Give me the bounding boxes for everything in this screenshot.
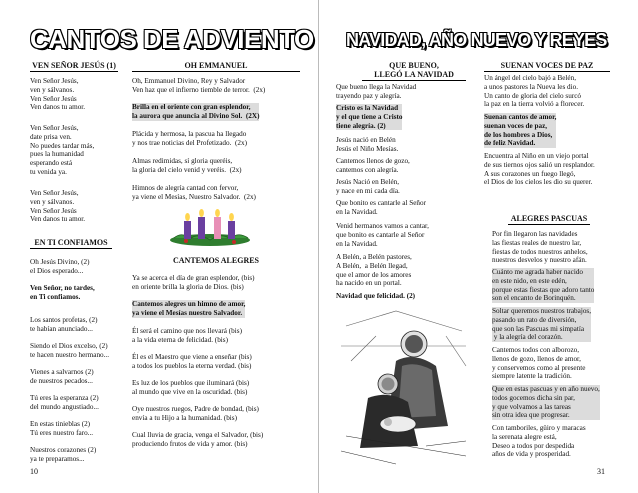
song-verse-highlighted: Que en estas pascuas y en año nuevo, todos gocemos dicha sin par, y que volvamos a las tareas sin otra idea que progresar. — [492, 385, 600, 420]
song-title-en-ti-confiamos: EN TI CONFIAMOS — [30, 238, 112, 249]
song-verse: Nuestros corazones (2) ya te preparamos... — [30, 446, 97, 463]
song-chorus: Ven Señor, no tardes, en Ti confiamos. — [30, 284, 95, 301]
song-title-ven-senor-jesus: VEN SEÑOR JESÚS (1) — [30, 61, 118, 72]
song-verse: En estas tinieblas (2) Tú eres nuestro faro... — [30, 420, 94, 437]
song-verse: Que bonito es cantarle al Señor en la Navidad. — [336, 199, 427, 216]
song-title-oh-emmanuel: OH EMMANUEL — [132, 61, 300, 72]
song-verse: Los santos profetas, (2) te habían anunciado... — [30, 316, 98, 333]
song-chorus: Brilla en el oriente con gran esplendor, la aurora que anuncia al Divino Sol. (2X) — [132, 103, 260, 120]
song-verse: Oye nuestros ruegos, Padre de bondad, (bis) envía a tu Hijo a la humanidad. (bis) — [132, 405, 259, 422]
song-verse: A Belén, a Belén pastores, A Belén, a Belén llegad, que el amor de los amores ha nacido en un portal. — [336, 253, 412, 288]
song-verse: Jesús Nació en Belén, y nace en mi cada día. — [336, 178, 400, 195]
song-verse: Cual lluvia de gracia, venga el Salvador, (bis) produciendo frutos de vida y amor. (bis) — [132, 431, 264, 448]
song-verse: Ven Señor Jesús, ven y sálvanos. Ven Señor Jesús Ven danos tu amor. — [30, 77, 86, 112]
page-number-right: 31 — [597, 467, 605, 476]
song-verse: Es luz de los pueblos que iluminará (bis) al mundo que vive en la oscuridad. (bis) — [132, 379, 250, 396]
song-verse: Jesús nació en Belén Jesús el Niño Mesías. — [336, 136, 399, 153]
right-page-banner: NAVIDAD, AÑO NUEVO Y REYES — [346, 30, 607, 50]
song-verse: Ya se acerca el día de gran esplendor, (bis) en oriente brilla la gloria de Dios. (bis) — [132, 274, 255, 291]
song-verse: Que bueno llega la Navidad trayendo paz y alegría. — [336, 83, 417, 100]
song-title-cantemos-alegres: CANTEMOS ALEGRES — [172, 256, 260, 265]
song-verse: Cantemos todos con alborozo, llenos de gozo, llenos de amor, y conservemos como al presente siempre latente la tradición. — [492, 346, 586, 381]
song-verse: Tú eres la esperanza (2) del mundo angustiado... — [30, 394, 99, 411]
song-title-suenan-voces-de-paz: SUENAN VOCES DE PAZ — [484, 61, 610, 72]
song-verse-highlighted: Soltar queremos nuestros trabajos, pasando un rato de diversión, que son las Pascuas mi simpatía y la alegría del corazón. — [492, 307, 592, 342]
song-chorus: Suenan cantos de amor, suenan voces de paz, de los hombres a Dios, de feliz Navidad. — [484, 113, 557, 148]
song-title-que-bueno: QUE BUENO, LLEGÓ LA NAVIDAD — [362, 61, 466, 81]
song-verse: Almas redimidas, sí gloria queréis, la gloria del cielo venid y veréis. (2x) — [132, 157, 242, 174]
holy-family-illustration — [336, 306, 472, 466]
song-verse: Cantemos llenos de gozo, cantemos con alegría. — [336, 157, 410, 174]
song-verse-highlighted: Cuánto me agrada haber nacido en este nido, en este edén, porque estas fiestas que adoro tanto son el encanto de Borinquén. — [492, 268, 595, 303]
page-gutter — [318, 0, 319, 493]
song-verse: Un ángel del cielo bajó a Belén, a unos pastores la Nueva les dio. Un canto de gloria del cielo surcó la paz en la tierra volvió a florecer. — [484, 74, 585, 109]
song-verse: Vienes a salvarnos (2) de nuestros pecados... — [30, 368, 94, 385]
song-verse: Oh, Emmanuel Divino, Rey y Salvador Ven haz que el infierno tiemble de terror. (2x) — [132, 77, 266, 94]
page-number-left: 10 — [30, 467, 38, 476]
song-chorus: Cantemos alegres un himno de amor, ya viene el Mesías nuestro Salvador. — [132, 300, 246, 317]
left-page-banner: CANTOS DE ADVIENTO — [30, 24, 314, 54]
song-verse: Oh Jesús Divino, (2) el Dios esperado... — [30, 258, 90, 275]
song-verse: Con tamboriles, güiro y maracas la serenata alegre está, Deseo a todos por despedida años de vida y prosperidad. — [492, 424, 586, 459]
song-verse: Él será el camino que nos llevará (bis) a la vida eterna de felicidad. (bis) — [132, 327, 242, 344]
song-verse: Siendo el Dios excelso, (2) te hacen nuestro hermano... — [30, 342, 110, 359]
song-verse: Ven Señor Jesús, date prisa ven. No puedes tardar más, pues la humanidad esperando está tu venida ya. — [30, 124, 95, 176]
song-chorus: Navidad que felicidad. (2) — [336, 292, 416, 300]
song-verse: Ven Señor Jesús, ven y sálvanos. Ven Señor Jesús Ven danos tu amor. — [30, 189, 86, 224]
advent-candles-illustration — [168, 205, 253, 247]
song-verse: Venid hermanos vamos a cantar, que bonito es cantarle al Señor en la Navidad. — [336, 222, 429, 248]
song-title-alegres-pascuas: ALEGRES PASCUAS — [508, 214, 590, 225]
song-chorus: Cristo es la Navidad y el que tiene a Cristo tiene alegría. (2) — [336, 104, 403, 130]
song-verse: Encuentra al Niño en un viejo portal de sus tiernos ojos salió un resplandor. A sus corazones un fuego llegó, el Dios de los cielos les dio su querer. — [484, 152, 595, 187]
song-verse: Por fin llegaron las navidades las fiestas reales de nuestro lar, fiestas de todos nuestros anhelos, nuestros desvelos y nuestro afán. — [492, 230, 588, 265]
song-verse: Plácida y hermosa, la pascua ha llegado y nos trae noticias del Profetizado. (2x) — [132, 130, 247, 147]
song-verse: Himnos de alegría cantad con fervor, ya viene el Mesías, Nuestro Salvador. (2x) — [132, 184, 256, 201]
song-verse: Él es el Maestro que viene a enseñar (bis) a todos los pueblos la eterna verdad. (bis) — [132, 353, 252, 370]
